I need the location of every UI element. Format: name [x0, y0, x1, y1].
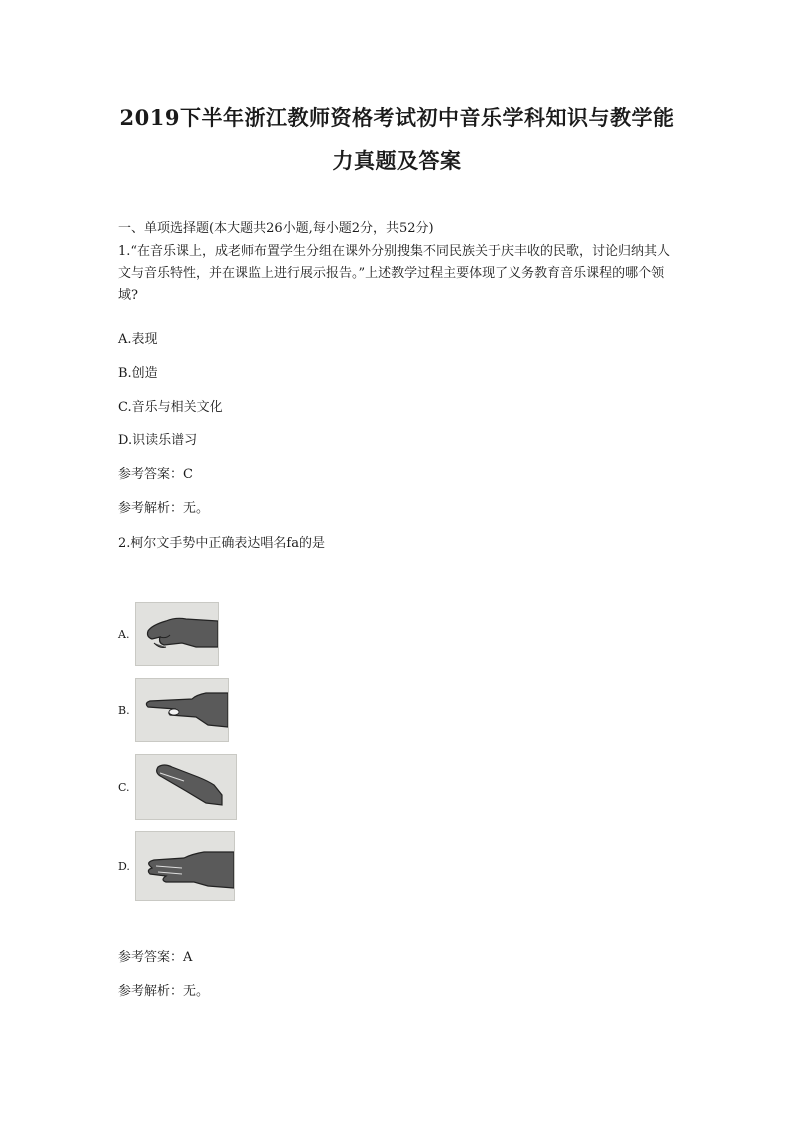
question-1-answer: 参考答案：C [118, 467, 193, 482]
hand-gesture-a-image [135, 602, 219, 666]
section-heading: 一、单项选择题(本大题共26小题,每小题2分，共52分) [118, 221, 434, 236]
question-1-option-a: A.表现 [118, 332, 158, 347]
option-a-label: A. [118, 627, 130, 641]
question-2-analysis: 参考解析：无。 [118, 984, 210, 999]
question-1-analysis: 参考解析：无。 [118, 501, 210, 516]
option-d-label: D. [118, 859, 130, 873]
question-1-stem: 1.“在音乐课上，成老师布置学生分组在课外分别搜集不同民族关于庆丰收的民歌，讨论归纳其人文与音乐特性，并在课监上进行展示报告。”上述教学过程主要体现了义务教育音乐课程的哪个领域? [118, 244, 671, 303]
option-c-label: C. [118, 780, 130, 794]
question-2-option-c [118, 754, 237, 820]
question-1-option-c: C.音乐与相关文化 [118, 400, 223, 415]
option-b-label: B. [118, 703, 130, 717]
question-2-option-a [118, 602, 219, 666]
question-1-option-b: B.创造 [118, 366, 158, 381]
document-title: 2019下半年浙江教师资格考试初中音乐学科知识与教学能力真题及答案 [119, 105, 675, 173]
question-2-answer: 参考答案：A [118, 950, 193, 965]
question-2-stem: 2.柯尔文手势中正确表达唱名fa的是 [118, 536, 325, 551]
hand-gesture-c-image [135, 754, 237, 820]
hand-gesture-b-image [135, 678, 229, 742]
question-2-option-d [118, 831, 235, 901]
hand-gesture-d-image [135, 831, 235, 901]
question-1-option-d: D.识读乐谱习 [118, 433, 198, 448]
question-2-option-b [118, 678, 229, 742]
